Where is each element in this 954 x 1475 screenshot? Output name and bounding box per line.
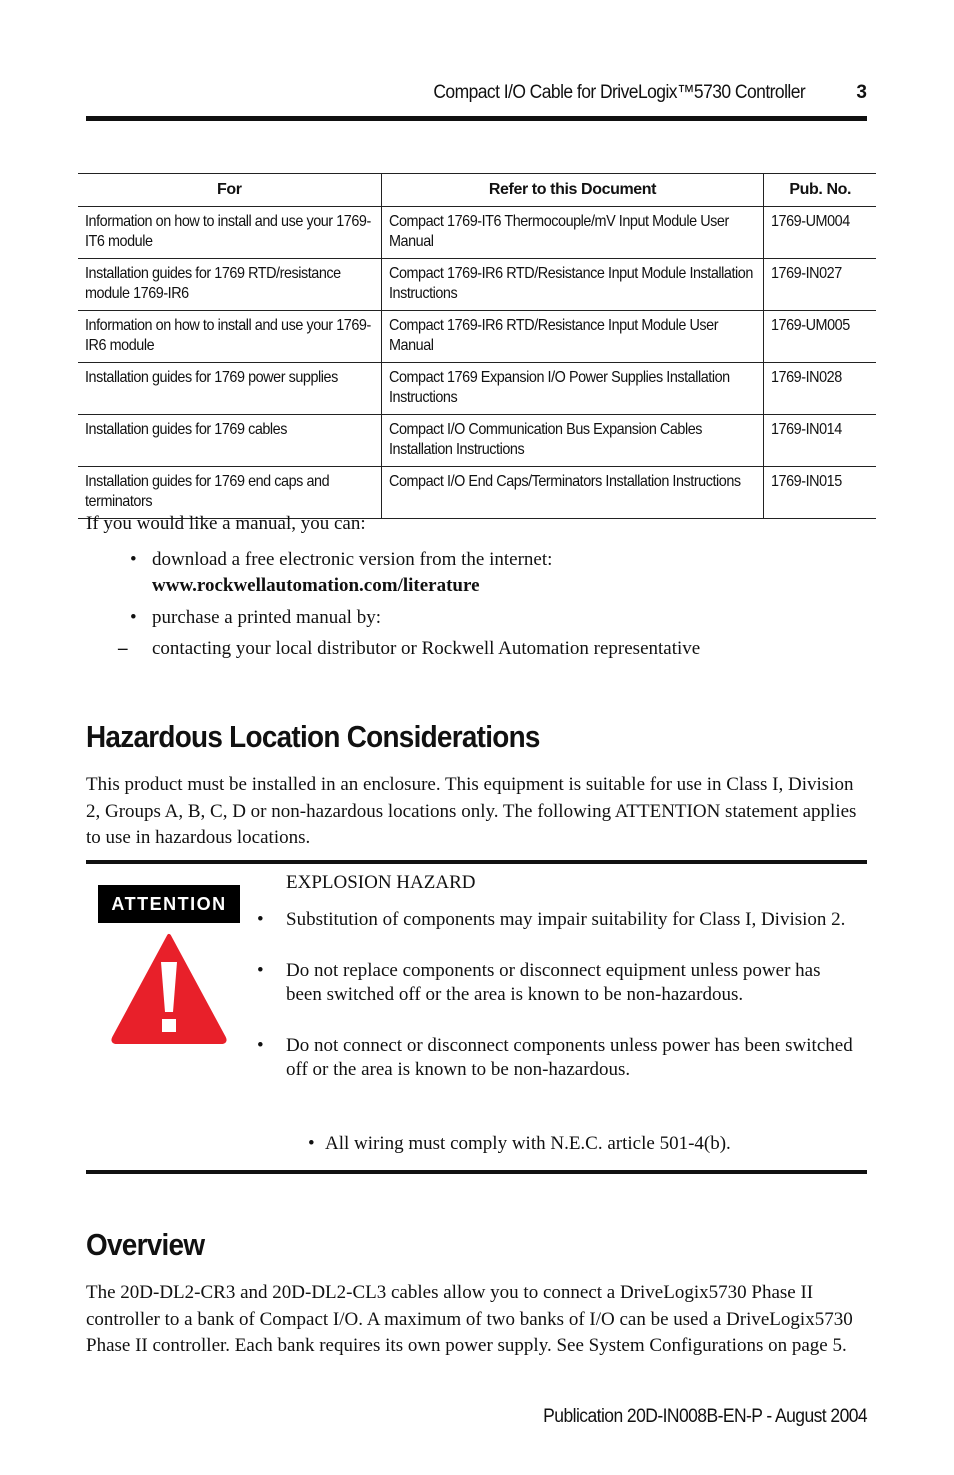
reference-table (78, 173, 876, 519)
column-header-pub-no: Pub. No. (764, 174, 876, 207)
attention-item (257, 959, 857, 1008)
dash-contact (118, 638, 700, 660)
bullet-dot: • (130, 549, 137, 570)
cell-for: Installation guides for 1769 end caps and terminators (78, 467, 381, 519)
publication-footer: Publication 20D-IN008B-EN-P - August 2004 (543, 1406, 867, 1427)
attention-rule-top (86, 860, 867, 864)
running-header (86, 80, 867, 116)
attention-title: EXPLOSION HAZARD (286, 872, 476, 893)
bullet-dot: • (257, 959, 264, 981)
overview-body: The 20D-DL2-CR3 and 20D-DL2-CL3 cables allow you to connect a DriveLogix5730 Phase II controller to a bank of Compact I/O. A maximum of two banks of I/O can be used a DriveLogix5730 Phase II controller. Each bank requires its own power supply. See System Configurations on page 5. (86, 1282, 853, 1356)
cell-document: Compact I/O Communication Bus Expansion Cables Installation Instructions (381, 415, 764, 467)
attention-item-text: Do not connect or disconnect components unless power has been switched off or the area is known to be non-hazardous. (286, 1034, 853, 1080)
page-number: 3 (856, 82, 867, 103)
table-row (78, 311, 876, 363)
dash-contact-text: contacting your local distributor or Rockwell Automation representative (152, 638, 701, 659)
literature-link[interactable]: www.rockwellautomation.com/literature (152, 575, 480, 596)
table-row (78, 207, 876, 259)
overview-heading: Overview (86, 1227, 205, 1262)
bullet-purchase (130, 607, 381, 629)
attention-item (257, 1034, 857, 1083)
cell-for: Information on how to install and use your 1769-IT6 module (78, 207, 381, 259)
bullet-download (130, 549, 552, 597)
cell-document: Compact 1769-IR6 RTD/Resistance Input Module Installation Instructions (381, 259, 764, 311)
attention-list (257, 908, 857, 1109)
table-row (78, 259, 876, 311)
cell-pub-no: 1769-IN028 (764, 363, 876, 415)
attention-badge: ATTENTION (98, 885, 240, 923)
table-row (78, 467, 876, 519)
bullet-purchase-text: purchase a printed manual by: (152, 607, 381, 628)
cell-pub-no: 1769-IN027 (764, 259, 876, 311)
cell-for: Installation guides for 1769 cables (78, 415, 381, 467)
bullet-download-text: download a free electronic version from the internet: (152, 549, 553, 570)
attention-item-text: Do not replace components or disconnect equipment unless power has been switched off or the area is known to be non-hazardous. (286, 959, 821, 1005)
cell-pub-no: 1769-UM004 (764, 207, 876, 259)
cell-document: Compact 1769-IR6 RTD/Resistance Input Module User Manual (381, 311, 764, 363)
attention-rule-bottom (86, 1170, 867, 1174)
cell-pub-no: 1769-IN014 (764, 415, 876, 467)
cell-document: Compact I/O End Caps/Terminators Installation Instructions (381, 467, 764, 519)
hazardous-heading: Hazardous Location Considerations (86, 719, 540, 754)
bullet-dot: • (308, 1133, 315, 1154)
bullet-dot: • (257, 909, 264, 930)
bullet-dot: • (130, 607, 137, 628)
table-header-row (78, 174, 876, 207)
warning-triangle-icon (110, 932, 228, 1044)
cell-for: Information on how to install and use your 1769-IR6 module (78, 311, 381, 363)
bullet-dot: • (257, 1034, 264, 1056)
table-row (78, 363, 876, 415)
cell-pub-no: 1769-UM005 (764, 311, 876, 363)
cell-document: Compact 1769-IT6 Thermocouple/mV Input Module User Manual (381, 207, 764, 259)
column-header-for: For (78, 174, 381, 207)
cell-document: Compact 1769 Expansion I/O Power Supplies Installation Instructions (381, 363, 764, 415)
cell-pub-no: 1769-IN015 (764, 467, 876, 519)
running-title: Compact I/O Cable for DriveLogix™5730 Controller (433, 82, 805, 103)
table-row (78, 415, 876, 467)
column-header-document: Refer to this Document (381, 174, 764, 207)
hazardous-body: This product must be installed in an enclosure. This equipment is suitable for use in Class I, Division 2, Groups A, B, C, D or non-hazardous locations only. The following ATTENTION statement applies to use in hazardous locations. (86, 774, 857, 848)
attention-item-text: Substitution of components may impair suitability for Class I, Division 2. (286, 909, 846, 930)
attention-sub-item-text: All wiring must comply with N.E.C. article 501-4(b). (325, 1133, 731, 1154)
attention-sub-item (308, 1133, 731, 1155)
header-rule (86, 116, 867, 121)
cell-for: Installation guides for 1769 power supplies (78, 363, 381, 415)
dash-mark: – (118, 638, 128, 659)
attention-item (257, 908, 857, 933)
manual-intro: If you would like a manual, you can: (86, 513, 366, 534)
cell-for: Installation guides for 1769 RTD/resistance module 1769-IR6 (78, 259, 381, 311)
